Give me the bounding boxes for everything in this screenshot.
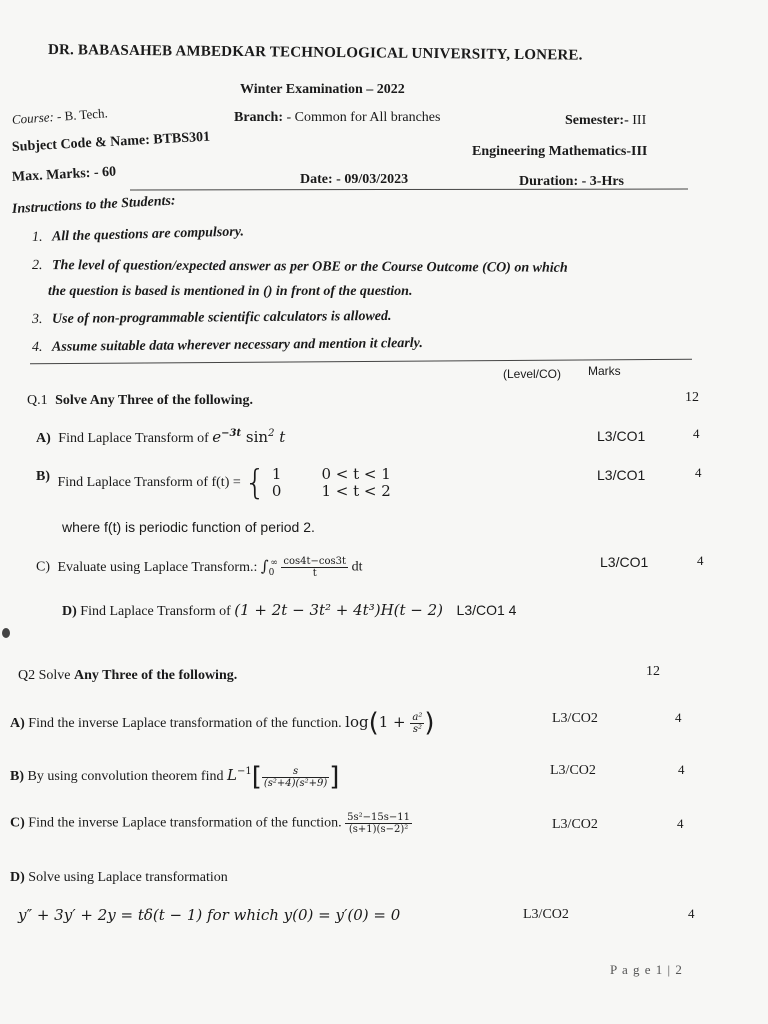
- branch-label: Branch:: [234, 110, 283, 125]
- course-label: Course: -: [11, 108, 62, 127]
- q1b-level: L3/CO1: [597, 467, 646, 483]
- duration-value: 3-Hrs: [589, 174, 624, 189]
- marks-field: [12, 165, 117, 186]
- q2a-math: log(1 + $\frac{\text{a²}}{\text{s²}}$ ): [345, 708, 435, 738]
- q1c-fraction: $\frac{\cos 4t-\cos 3t}{t}$: [283, 556, 347, 579]
- q2c-level: L3/CO2: [552, 817, 598, 832]
- q1-title: Solve Any Three of the following.: [55, 393, 253, 408]
- instruction-number: 4.: [31, 339, 43, 355]
- duration-label: Duration: -: [519, 174, 587, 189]
- instruction-1: [32, 224, 244, 246]
- q1c-dt: dt: [351, 559, 363, 575]
- instruction-number: 2.: [31, 258, 43, 274]
- q2c-label: C): [10, 815, 25, 831]
- q2d-text: Solve using Laplace transformation: [28, 870, 228, 885]
- q1b-note: where f(t) is periodic function of period 2.: [62, 519, 315, 535]
- q1a-label: A): [36, 431, 51, 446]
- q2a-text: Find the inverse Laplace transformation of the function.: [28, 716, 342, 731]
- binder-mark: [2, 628, 10, 638]
- case-value: 1: [271, 465, 282, 483]
- q1d-math: (1 + 2t − 3t² + 4t³)H(t − 2): [234, 601, 444, 619]
- marks-header: Marks: [588, 364, 621, 378]
- q2c-fraction: $\frac{\text{5s²−15s−11}}{\text{(s+1)(s−2)²}}$: [347, 812, 410, 835]
- q1b: [36, 463, 397, 503]
- q2a-level: L3/CO2: [552, 711, 598, 726]
- subject-label: Subject Code & Name:: [11, 132, 151, 155]
- q1-label: Q.1: [27, 393, 48, 408]
- instruction-text: Assume suitable data wherever necessary and mention it clearly.: [51, 335, 423, 355]
- q1c-marks: 4: [697, 553, 704, 568]
- subject-field: [12, 130, 211, 156]
- date-label: Date: -: [300, 172, 341, 187]
- page-number: P a g e 1 | 2: [610, 962, 683, 977]
- instruction-2: [32, 258, 568, 277]
- q2a: [10, 708, 435, 738]
- bracket-icon: ]: [329, 762, 340, 792]
- q1c-level: L3/CO1: [600, 554, 649, 570]
- q1a-text: Find Laplace Transform of: [58, 431, 209, 446]
- date-value: 09/03/2023: [344, 172, 409, 187]
- instruction-2-continued: the question is based is mentioned in () in front of the question.: [48, 284, 413, 299]
- instruction-4: [32, 336, 423, 356]
- q2-title-a: Solve: [38, 668, 71, 683]
- marks-value: 60: [101, 164, 117, 181]
- q1b-marks: 4: [695, 465, 702, 480]
- instruction-number: 1.: [31, 229, 43, 245]
- university-title: DR. BABASAHEB AMBEDKAR TECHNOLOGICAL UNIVERSITY, LONERE.: [47, 42, 583, 64]
- q1d-label: D): [62, 604, 77, 619]
- header-divider: [130, 189, 688, 191]
- q1d-text: Find Laplace Transform of: [80, 604, 231, 619]
- q2d-level: L3/CO2: [523, 907, 569, 922]
- course-field: [11, 105, 108, 128]
- q1-heading: [27, 393, 253, 409]
- q2b-text: By using convolution theorem find: [27, 769, 224, 785]
- q2d-label: D): [10, 870, 25, 885]
- case-condition: 0 < t < 1: [321, 465, 391, 483]
- q1d-level-marks: L3/CO1 4: [456, 602, 517, 618]
- instructions-heading: Instructions to the Students:: [11, 193, 176, 217]
- branch-value: - Common for All branches: [286, 110, 441, 125]
- q2a-label: A): [10, 716, 25, 731]
- q2b-fraction: $\frac{s}{\text{(s²+4)(s²+9)}}$: [263, 765, 328, 789]
- instruction-number: 3.: [31, 311, 43, 327]
- q2-title-b: Any Three of the following.: [74, 668, 238, 683]
- q2b-level: L3/CO2: [550, 763, 596, 778]
- level-co-header: (Level/CO): [503, 367, 562, 381]
- q1b-piecewise: [244, 463, 397, 503]
- q2b-marks: 4: [678, 762, 685, 777]
- course-value: B. Tech.: [64, 105, 109, 124]
- q1b-text: Find Laplace Transform of f(t) =: [57, 475, 241, 491]
- q1a-level: L3/CO1: [597, 428, 646, 444]
- instruction-text: Use of non-programmable scientific calculators is allowed.: [51, 308, 392, 327]
- q1d: [62, 601, 516, 620]
- case-value: 0: [271, 482, 282, 500]
- q2-total-marks: 12: [646, 664, 660, 679]
- marks-label: Max. Marks: -: [11, 165, 99, 185]
- q2c-text: Find the inverse Laplace transformation of the function.: [28, 815, 342, 831]
- q2a-marks: 4: [675, 710, 682, 725]
- branch-field: [234, 110, 440, 126]
- q2-heading: [18, 668, 237, 684]
- semester-label: Semester:-: [565, 113, 629, 128]
- q2c-marks: 4: [677, 816, 684, 831]
- q1a-math: $e^{-3t}$ $\sin^2 t$: [212, 428, 286, 446]
- date-field: [300, 172, 408, 188]
- q1-total-marks: 12: [685, 390, 699, 405]
- q2b: [10, 762, 339, 792]
- q2d-marks: 4: [688, 906, 695, 921]
- q1c-integral: $\int_0^\infty$: [260, 556, 278, 578]
- q2b-label: B): [10, 769, 24, 785]
- bracket-icon: [: [251, 762, 262, 792]
- q2d: [10, 870, 228, 886]
- q2c: [10, 812, 412, 835]
- brace-icon: {: [244, 463, 266, 503]
- subject-code: BTBS301: [152, 129, 211, 148]
- duration-field: [519, 174, 624, 190]
- q1c-text: Evaluate using Laplace Transform.:: [57, 559, 258, 575]
- q2-label: Q2: [18, 668, 36, 683]
- instruction-text: The level of question/expected answer as per OBE or the Course Outcome (CO) on which: [51, 258, 568, 276]
- q1a-marks: 4: [693, 426, 700, 441]
- q2b-operator: $L^{-1}$: [226, 766, 252, 785]
- q1c: [36, 556, 362, 579]
- q2d-equation: y″ + 3y′ + 2y = tδ(t − 1) for which y(0) = y′(0) = 0: [18, 906, 401, 924]
- semester-field: [565, 113, 646, 129]
- q1b-label: B): [36, 469, 50, 485]
- case-condition: 1 < t < 2: [321, 482, 391, 500]
- semester-value: III: [632, 113, 647, 128]
- exam-title: Winter Examination – 2022: [240, 82, 405, 97]
- q1c-label: C): [36, 559, 50, 575]
- instruction-3: [32, 309, 392, 328]
- instruction-text: All the questions are compulsory.: [51, 224, 245, 245]
- q1a: [36, 428, 285, 447]
- subject-name: Engineering Mathematics-III: [472, 144, 648, 159]
